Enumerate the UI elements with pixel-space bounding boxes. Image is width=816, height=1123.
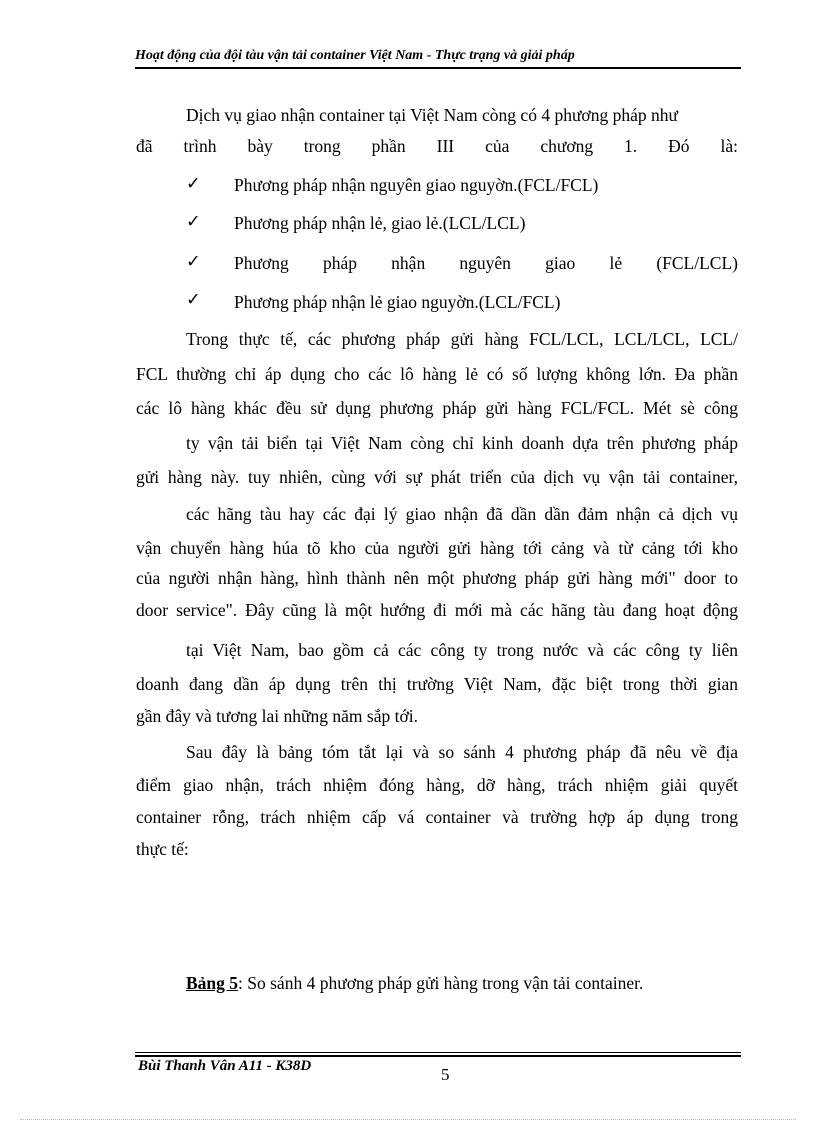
header-rule <box>135 67 741 69</box>
paragraph-line: door service". Đây cũng là một hướng đi mới mà các hãng tàu đang hoạt động <box>136 600 738 620</box>
paragraph-line: thực tế: <box>136 839 189 859</box>
method-text: Phương pháp nhận lẻ giao nguyờn.(LCL/FCL) <box>234 292 561 312</box>
checkmark-icon: ✓ <box>186 173 201 193</box>
page-number: 5 <box>441 1065 450 1084</box>
paragraph-line: của người nhận hàng, hình thành nên một phương pháp gửi hàng mới" door to <box>136 568 738 588</box>
paragraph-line: ty vận tải biển tại Việt Nam còng chỉ kinh doanh dựa trên phương pháp <box>186 433 738 453</box>
paragraph-line: vận chuyển hàng húa tõ kho của người gửi hàng tới cảng và từ cảng tới kho <box>136 538 738 558</box>
paragraph-line: gửi hàng này. tuy nhiên, cùng với sự phát triển của dịch vụ vận tải container, <box>136 467 738 487</box>
method-text: Phương pháp nhận lẻ, giao lẻ.(LCL/LCL) <box>234 213 526 233</box>
paragraph-line: gần đây và tương lai những năm sắp tới. <box>136 706 418 726</box>
paragraph-line: Trong thực tế, các phương pháp gửi hàng FCL/LCL, LCL/LCL, LCL/ <box>186 329 738 349</box>
table-caption-label: Bảng 5 <box>186 973 239 993</box>
checkmark-icon: ✓ <box>186 251 201 271</box>
table-caption-text: : So sánh 4 phương pháp gửi hàng trong vận tải container. <box>238 973 644 993</box>
paragraph-line: FCL thường chỉ áp dụng cho các lô hàng lẻ có số lượng không lớn. Đa phần <box>136 364 738 384</box>
table-caption <box>186 972 738 994</box>
method-text: Phương pháp nhận nguyên giao lẻ (FCL/LCL) <box>234 253 738 273</box>
paragraph-line: tại Việt Nam, bao gồm cả các công ty trong nước và các công ty liên <box>186 640 738 660</box>
paragraph-line: các hãng tàu hay các đại lý giao nhận đã dần dần đảm nhận cả dịch vụ <box>186 504 738 524</box>
intro-line-2: đã trình bày trong phần III của chương 1. Đó là: <box>136 136 738 156</box>
checkmark-icon: ✓ <box>186 289 201 309</box>
page-edge-divider <box>20 1119 796 1120</box>
paragraph-line: điểm giao nhận, trách nhiệm đóng hàng, dỡ hàng, trách nhiệm giải quyết <box>136 775 738 795</box>
footer-author: Bùi Thanh Vân A11 - K38D <box>138 1058 312 1074</box>
intro-line-1: Dịch vụ giao nhận container tại Việt Nam còng có 4 phương pháp như <box>186 105 678 125</box>
paragraph-line: các lô hàng khác đều sử dụng phương pháp gửi hàng FCL/FCL. Mét sè công <box>136 398 738 418</box>
paragraph-line: Sau đây là bảng tóm tắt lại và so sánh 4 phương pháp đã nêu về địa <box>186 742 738 762</box>
footer-rule <box>135 1052 741 1053</box>
running-header: Hoạt động của đội tàu vận tải container Việt Nam - Thực trạng và giải pháp <box>135 48 575 63</box>
footer-rule <box>135 1055 741 1057</box>
method-text: Phương pháp nhận nguyên giao nguyờn.(FCL/FCL) <box>234 175 599 195</box>
checkmark-icon: ✓ <box>186 211 201 231</box>
paragraph-line: doanh đang dần áp dụng trên thị trường Việt Nam, đặc biệt trong thời gian <box>136 674 738 694</box>
paragraph-line: container rỗng, trách nhiệm cấp vá container và trường hợp áp dụng trong <box>136 807 738 827</box>
